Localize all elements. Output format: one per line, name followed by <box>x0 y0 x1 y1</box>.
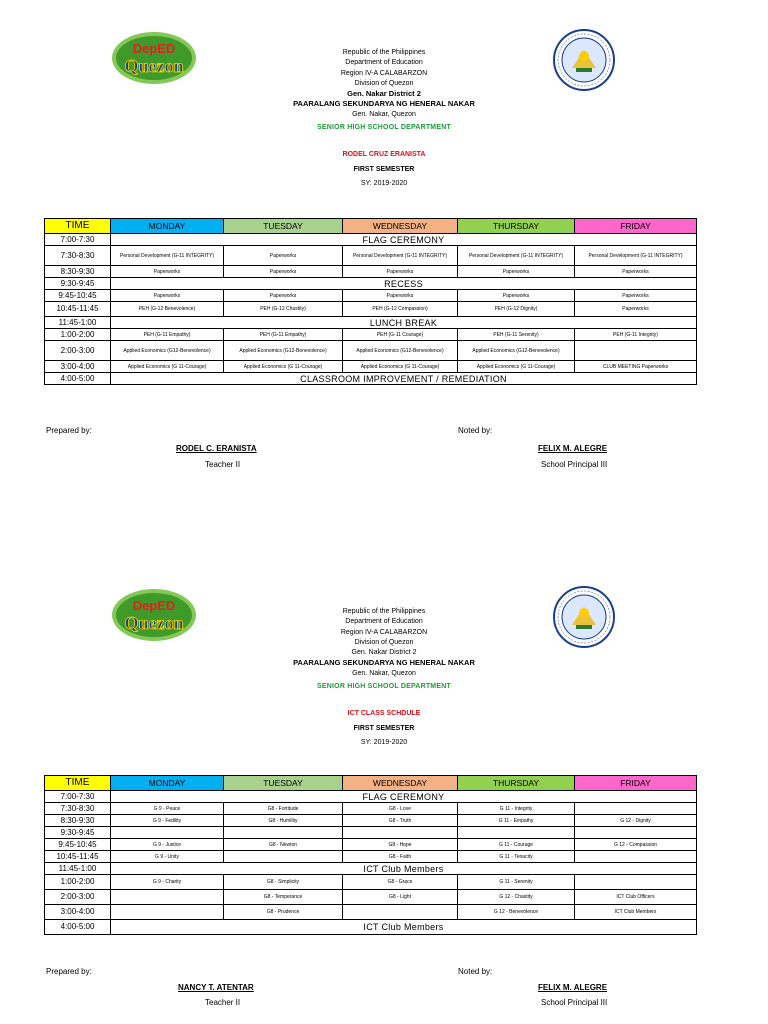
class-cell: Applied Economics (G12-Benevolence) <box>224 341 343 361</box>
header-line: Division of Quezon <box>354 79 414 87</box>
department-label: SENIOR HIGH SCHOOL DEPARTMENT <box>317 683 451 691</box>
time-slot: 3:00-4:00 <box>45 905 111 920</box>
table-row <box>45 234 697 246</box>
table-row <box>45 278 697 290</box>
time-slot: 4:00-5:00 <box>45 920 111 935</box>
spanning-activity: ICT Club Members <box>111 920 697 935</box>
class-cell: Paperworks <box>575 290 697 302</box>
schedule-header <box>0 0 768 187</box>
class-cell: Paperworks <box>343 266 458 278</box>
day-header-wednesday: WEDNESDAY <box>343 219 458 234</box>
table-row <box>45 290 697 302</box>
table-row <box>45 905 697 920</box>
header-line: PAARALANG SEKUNDARYA NG HENERAL NAKAR <box>293 658 475 668</box>
day-header-friday: FRIDAY <box>575 219 697 234</box>
day-header-row <box>45 776 697 791</box>
time-slot: 7:00-7:30 <box>45 791 111 803</box>
day-header-time: TIME <box>45 219 111 234</box>
class-cell: PEH (G-12 Compassion) <box>343 302 458 317</box>
schedule-section <box>0 0 768 469</box>
table-row <box>45 890 697 905</box>
class-cell: G 12 - Chastity <box>458 890 575 905</box>
class-cell: G8 - Simplicity <box>224 875 343 890</box>
class-cell: Paperworks <box>458 266 575 278</box>
time-slot: 2:00-3:00 <box>45 341 111 361</box>
table-row <box>45 851 697 863</box>
noted-by-name: FELIX M. ALEGRE <box>538 444 608 453</box>
class-cell: G 11 - Tenacity <box>458 851 575 863</box>
logo-top-text: DepED <box>132 598 176 613</box>
schedule-title: ICT CLASS SCHDULE <box>347 710 421 718</box>
day-header-tuesday: TUESDAY <box>224 776 343 791</box>
class-cell: Paperworks <box>224 290 343 302</box>
class-cell: G 9 - Fedility <box>111 815 224 827</box>
table-row <box>45 827 697 839</box>
class-cell: G8 - Faith <box>343 851 458 863</box>
class-cell: G 12 - Benevolence <box>458 905 575 920</box>
class-cell: Applied Economics (G 11-Courage) <box>458 361 575 373</box>
day-header-wednesday: WEDNESDAY <box>343 776 458 791</box>
spanning-activity: RECESS <box>111 278 697 290</box>
time-slot: 7:00-7:30 <box>45 234 111 246</box>
time-slot: 10:45-11:45 <box>45 302 111 317</box>
class-cell: Paperworks <box>224 266 343 278</box>
prepared-by-role: Teacher II <box>205 998 241 1007</box>
time-slot: 1:00-2:00 <box>45 875 111 890</box>
time-slot: 3:00-4:00 <box>45 361 111 373</box>
time-slot: 7:30-8:30 <box>45 246 111 266</box>
class-cell <box>575 803 697 815</box>
class-cell: PEH (G-12 Dignity) <box>458 302 575 317</box>
class-cell: Paperworks <box>458 290 575 302</box>
class-cell: Paperworks <box>111 290 224 302</box>
class-cell: G8 - Love <box>343 803 458 815</box>
class-cell: G 9 - Peace <box>111 803 224 815</box>
class-cell: Personal Development (G-11 INTEGRITY) <box>111 246 224 266</box>
class-cell: Paperworks <box>575 266 697 278</box>
class-cell <box>575 341 697 361</box>
time-slot: 1:00-2:00 <box>45 329 111 341</box>
time-slot: 7:30-8:30 <box>45 803 111 815</box>
table-row <box>45 920 697 935</box>
time-slot: 2:00-3:00 <box>45 890 111 905</box>
semester-label: FIRST SEMESTER <box>353 724 415 732</box>
class-cell: Paperworks <box>575 302 697 317</box>
table-row <box>45 815 697 827</box>
table-row <box>45 803 697 815</box>
school-year-label: SY: 2019-2020 <box>360 738 408 746</box>
schedule-title: RODEL CRUZ ERANISTA <box>342 151 426 159</box>
time-slot: 8:30-9:30 <box>45 266 111 278</box>
prepared-by-role: Teacher II <box>205 460 241 469</box>
class-cell <box>575 851 697 863</box>
class-cell: G 12 - Dignity <box>575 815 697 827</box>
class-cell: G8 - Prudence <box>224 905 343 920</box>
class-cell: G8 - Grace <box>343 875 458 890</box>
schedule-section <box>0 557 768 1007</box>
day-header-tuesday: TUESDAY <box>224 219 343 234</box>
table-row <box>45 329 697 341</box>
table-row <box>45 341 697 361</box>
table-row <box>45 839 697 851</box>
prepared-by-name: RODEL C. ERANISTA <box>176 444 257 453</box>
schedule-header <box>0 557 768 746</box>
class-cell: G 9 - Charity <box>111 875 224 890</box>
header-lines <box>0 48 768 189</box>
class-cell: ICT Club Officers <box>575 890 697 905</box>
class-cell: PEH (G-11 Empathy) <box>111 329 224 341</box>
class-cell <box>458 827 575 839</box>
table-row <box>45 246 697 266</box>
prepared-by-label: Prepared by: <box>46 426 92 435</box>
day-header-friday: FRIDAY <box>575 776 697 791</box>
header-line: Republic of the Philippines <box>342 49 426 56</box>
class-cell <box>111 890 224 905</box>
header-line: Department of Education <box>345 59 423 67</box>
class-cell <box>575 875 697 890</box>
noted-by-role: School Principal III <box>541 460 608 469</box>
time-slot: 9:45-10:45 <box>45 839 111 851</box>
schedule-table <box>44 775 697 935</box>
day-header-monday: MONDAY <box>111 776 224 791</box>
class-cell <box>224 827 343 839</box>
class-cell: PEH (G-11 Empathy) <box>224 329 343 341</box>
logo-bottom-text: Quezon <box>124 56 184 76</box>
day-header-thursday: THURSDAY <box>458 219 575 234</box>
header-line: Division of Quezon <box>354 638 414 646</box>
logo-bottom-text: Quezon <box>124 613 184 633</box>
table-row <box>45 266 697 278</box>
class-cell: G 11 - Courage <box>458 839 575 851</box>
header-line: Department of Education <box>345 618 423 626</box>
class-cell <box>343 905 458 920</box>
noted-by-role: School Principal III <box>541 998 608 1007</box>
header-line: Region IV-A CALABARZON <box>340 69 428 77</box>
class-cell: G8 - Fortitude <box>224 803 343 815</box>
header-line: Gen. Nakar District 2 <box>347 89 421 99</box>
class-cell: CLUB MEETING Paperworks <box>575 361 697 373</box>
class-cell: Paperworks <box>111 266 224 278</box>
table-row <box>45 361 697 373</box>
header-line: Region IV-A CALABARZON <box>340 628 428 636</box>
class-cell: G 11 - Integrity <box>458 803 575 815</box>
time-slot: 11:45-1:00 <box>45 863 111 875</box>
class-cell: G8 - Temperance <box>224 890 343 905</box>
class-cell: G8 - Light <box>343 890 458 905</box>
header-line: PAARALANG SEKUNDARYA NG HENERAL NAKAR <box>293 99 475 109</box>
day-header-row <box>45 219 697 234</box>
class-cell: Personal Development (G-11 INTEGRITY) <box>575 246 697 266</box>
class-cell: G 11 - Empathy <box>458 815 575 827</box>
class-cell: G8 - Newton <box>224 839 343 851</box>
class-cell: Personal Development (G-11 INTEGRITY) <box>458 246 575 266</box>
noted-by-name: FELIX M. ALEGRE <box>538 983 608 992</box>
header-lines <box>0 607 768 748</box>
noted-by-label: Noted by: <box>458 426 493 435</box>
prepared-by-label: Prepared by: <box>46 967 92 976</box>
class-cell: Applied Economics (G12-Benevolence) <box>111 341 224 361</box>
class-cell: Applied Economics (G 11-Courage) <box>224 361 343 373</box>
class-cell: Applied Economics (G 11-Courage) <box>343 361 458 373</box>
header-line: Gen. Nakar District 2 <box>351 649 417 657</box>
class-cell <box>111 905 224 920</box>
time-slot: 11:45-1:00 <box>45 317 111 329</box>
school-year-label: SY: 2019-2020 <box>360 179 408 187</box>
table-row <box>45 302 697 317</box>
class-cell: G 9 - Justice <box>111 839 224 851</box>
class-cell: Applied Economics (G 11-Courage) <box>111 361 224 373</box>
header-line: Republic of the Philippines <box>342 608 426 615</box>
department-label: SENIOR HIGH SCHOOL DEPARTMENT <box>317 124 451 132</box>
class-cell: PEH (G-12 Benevolence) <box>111 302 224 317</box>
time-slot: 4:00-5:00 <box>45 373 111 385</box>
spanning-activity: LUNCH BREAK <box>111 317 697 329</box>
class-cell: G8 - Humility <box>224 815 343 827</box>
time-slot: 9:30-9:45 <box>45 278 111 290</box>
table-row <box>45 373 697 385</box>
class-cell: PEH (G-11 Courage) <box>343 329 458 341</box>
header-line: Gen. Nakar, Quezon <box>352 110 416 118</box>
day-header-thursday: THURSDAY <box>458 776 575 791</box>
class-cell: ICT Club Members <box>575 905 697 920</box>
time-slot: 9:30-9:45 <box>45 827 111 839</box>
time-slot: 10:45-11:45 <box>45 851 111 863</box>
class-cell <box>575 827 697 839</box>
schedule-table <box>44 218 697 385</box>
class-cell: G 12 - Compassion <box>575 839 697 851</box>
class-cell: Paperworks <box>343 290 458 302</box>
time-slot: 9:45-10:45 <box>45 290 111 302</box>
class-cell: PEH (G-11 Integrity) <box>575 329 697 341</box>
class-cell: G8 - Truth <box>343 815 458 827</box>
semester-label: FIRST SEMESTER <box>353 165 415 173</box>
day-header-time: TIME <box>45 776 111 791</box>
logo-top-text: DepED <box>132 41 176 56</box>
class-cell: Applied Economics (G12-Benevolence) <box>343 341 458 361</box>
class-cell: Paperworks <box>224 246 343 266</box>
class-cell <box>111 827 224 839</box>
prepared-by-name: NANCY T. ATENTAR <box>178 983 254 992</box>
class-cell: PEH (G-12 Chastity) <box>224 302 343 317</box>
header-line: Gen. Nakar, Quezon <box>352 669 416 677</box>
class-cell: G 9 - Unity <box>111 851 224 863</box>
noted-by-label: Noted by: <box>458 967 493 976</box>
class-cell: G 11 - Serenity <box>458 875 575 890</box>
class-cell: Applied Economics (G12-Benevolence) <box>458 341 575 361</box>
spanning-activity: FLAG CEREMONY <box>111 234 697 246</box>
day-header-monday: MONDAY <box>111 219 224 234</box>
class-cell: Personal Development (G-11 INTEGRITY) <box>343 246 458 266</box>
spanning-activity: FLAG CEREMONY <box>111 791 697 803</box>
table-row <box>45 875 697 890</box>
class-cell: PEH (G-11 Serenity) <box>458 329 575 341</box>
table-row <box>45 317 697 329</box>
table-row <box>45 863 697 875</box>
table-row <box>45 791 697 803</box>
class-cell <box>343 827 458 839</box>
spanning-activity: CLASSROOM IMPROVEMENT / REMEDIATION <box>111 373 697 385</box>
class-cell: G8 - Hope <box>343 839 458 851</box>
class-cell <box>224 851 343 863</box>
spanning-activity: ICT Club Members <box>111 863 697 875</box>
time-slot: 8:30-9:30 <box>45 815 111 827</box>
